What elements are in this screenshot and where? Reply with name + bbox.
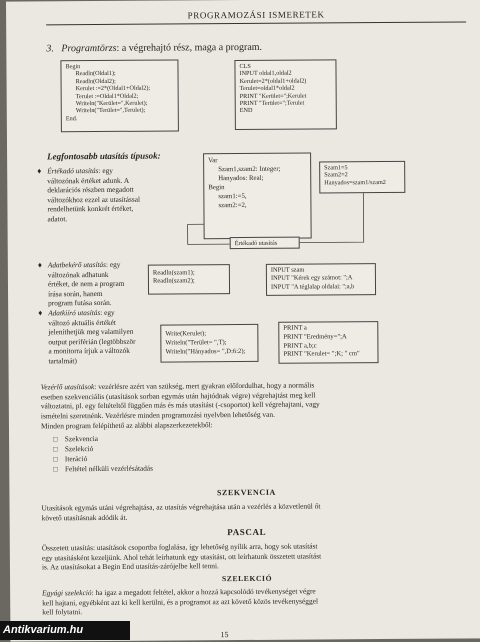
code-line: szam1:=5,: [218, 192, 247, 201]
page-number: 15: [220, 630, 229, 640]
vezerlo-line: esetben szekvenciális (utasítások sorban egymás után hajtódnak végre) végrehajtást meg kell: [40, 390, 316, 402]
szelekcio-line: : ha igaz a megadott feltétel, akkor a hozzá kapcsolódó tevékenységet végre: [91, 586, 316, 598]
code-line: Readln(szam1);: [152, 269, 195, 277]
input-line: értéket, de nem a program: [47, 279, 125, 289]
document-page: [6, 0, 480, 642]
assign-text: : egy: [98, 165, 113, 176]
vezerlo-line: változtatni, pl. egy feltételtől függően más és más utasítást (-csoportot) kell végrehajtani, vagy: [40, 399, 320, 411]
list-item: [53, 444, 153, 455]
input-line: írása során, hanem: [48, 288, 103, 299]
input-line: változónak adhatunk: [47, 269, 109, 279]
code-line: PRINT "Eredmény=";A: [283, 333, 347, 341]
code-line: END: [239, 107, 253, 115]
list-item-label: Feltétel nélküli vezérlésátadás: [64, 463, 153, 474]
code-line: Writeln("Terület=",Terulet);: [75, 107, 146, 115]
write-box: [160, 324, 258, 363]
checkbox-bullet-icon: □: [53, 454, 58, 464]
code-line: PRINT "Kerulet= ";K; " cm": [283, 350, 360, 359]
assign-line: változónak értéket adunk. A: [47, 175, 130, 185]
szekvencia-heading: SZEKVENCIA: [216, 487, 276, 498]
code-line: Readln(Oldal2);: [75, 77, 116, 85]
assign-line: rendelhetünk konkrét értéket,: [47, 204, 134, 214]
item-3-text: : a végrehajtó rész, maga a program.: [116, 41, 263, 54]
code-line: Kerulet :=2*(Oldal1+Oldal2);: [75, 84, 151, 93]
code-line: PRINT a,b;c: [283, 342, 317, 350]
list-item-label: Iteráció: [64, 454, 88, 464]
code-line: Hanyados: Real;: [218, 174, 264, 183]
code-line: Terulet=oldal1*oldal2: [239, 84, 295, 93]
pascal-line: Összetett utasítás: utasítások csoportba foglalása, így lehetőség nyílik arra, hogy sok utasítást: [41, 541, 318, 553]
diamond-bullet-icon: ♦: [37, 260, 42, 270]
assign-term: Értékadó utasítás: [47, 166, 99, 176]
code-line: Write(Kerulet);: [165, 330, 207, 338]
code-line: Szam2=2: [324, 171, 348, 179]
code-line: PRINT a: [283, 324, 307, 332]
szelekcio-term: Egyági szelekció: [42, 588, 92, 598]
code-line: INPUT "Kérek egy számot: ";A: [270, 274, 353, 283]
output-line: jeleníthetjük meg valamilyen: [48, 326, 134, 337]
code-line: CLS: [239, 62, 251, 71]
output-line: tartalmát): [48, 356, 77, 366]
code-line: Szam1=5: [324, 164, 348, 172]
output-item: [48, 308, 136, 366]
code-line: Begin: [208, 184, 225, 192]
types-heading: Legfontosabb utasítás típusok:: [47, 150, 161, 162]
assign-line: adatot.: [47, 214, 68, 224]
output-line: output periférián (legtöbbször: [48, 336, 136, 347]
vezerlo-term: Vezérlő utasítások: [40, 382, 95, 392]
input-box: [266, 263, 376, 296]
assign-line: változókhoz ezzel az utasítással: [47, 194, 141, 205]
code-line: szam2:=2,: [218, 201, 247, 210]
code-line: Kerulet=2*(oldal1+oldal2): [239, 77, 307, 85]
pascal-paragraph: [42, 541, 322, 572]
code-line: Var: [208, 157, 218, 165]
assign-label: Értékadó utasítás: [234, 239, 278, 248]
input-line: program futása során.: [48, 298, 112, 308]
output-text: : egy: [100, 307, 115, 318]
szekvencia-line: Utasítások egymás utáni végrehajtása, az utasítás végrehajtása után a vezérlés a közvetlenül őt: [41, 501, 321, 513]
code-line: Writeln("Terület= ",T);: [165, 339, 227, 347]
diamond-bullet-icon: ♦: [38, 308, 43, 318]
input-item: [48, 260, 125, 309]
list-item-label: Szekvencia: [64, 434, 99, 444]
watermark-logo: Antikvarium.hu: [0, 621, 130, 640]
szekvencia-paragraph: [42, 501, 321, 522]
code-line: Readln(Oldal1);: [75, 70, 116, 78]
list-item: [53, 434, 153, 445]
vezerlo-line: Minden program felépíthető az alábbi alapszerkezetekből:: [40, 420, 213, 431]
code-line: Hanyados=szam1/szam2: [324, 178, 386, 187]
code-line: PRINT "Kerület=";Kerulet: [239, 92, 307, 100]
code-line: INPUT oldal1,oldal2: [239, 70, 292, 78]
output-line: a monitorra írjuk a változók: [48, 346, 130, 356]
input-term: Adatbekérő utasítás: [47, 259, 107, 270]
code-line: INPUT szam: [270, 266, 305, 274]
code-line: Szam1,szam2: Integer;: [218, 165, 281, 174]
szelekcio-paragraph: [42, 586, 318, 617]
code-line: Writeln("Hányados= ",D:6:2);: [165, 347, 246, 356]
code-line: PRINT "Terület=";Terulet: [239, 99, 305, 108]
code-line: Terulet :=Oldal1*Oldal2;: [75, 92, 139, 100]
code-line: Writeln("Kerület=",Kerulet);: [75, 99, 148, 108]
pascal-line: egy utasításként kezeljünk. Ahol tehát leírhatunk egy utasítást, ott leírhatunk összetett utasítást: [41, 551, 322, 563]
code-line: INPUT "A téglalap oldalai: ";a,b: [270, 283, 355, 291]
diamond-bullet-icon: ♦: [37, 166, 42, 176]
print-box: [278, 321, 378, 364]
assign-line: deklarációs részben megadott: [47, 184, 134, 195]
list-item-label: Szelekció: [64, 444, 94, 454]
vezerlo-paragraph: [41, 380, 320, 430]
vezerlo-line: : vezérlésre azért van szükség, mert gyakran előfordulhat, hogy a normális: [94, 380, 315, 392]
szelekcio-line: kell folytatni.: [42, 607, 83, 617]
szelekcio-line: kell hajtani, egyébként azt ki kell kerülni, és a programot az azt követő közös tevékenységgel: [42, 596, 319, 608]
code-line: End.: [65, 115, 78, 123]
checkbox-bullet-icon: □: [53, 444, 58, 454]
structure-list: [53, 434, 153, 475]
list-item: [53, 464, 153, 475]
item-3-number: 3.: [46, 43, 54, 55]
item-3-title: Programtörzs: [61, 42, 117, 55]
pascal-heading: PASCAL: [227, 526, 267, 538]
szekvencia-line: követő utasításnak adódik át.: [41, 512, 128, 523]
code-line: Readln(szam2);: [152, 277, 195, 286]
vezerlo-line: ismételni szeretnénk. Vezérlésre minden programozási nyelvben lehetőség van.: [40, 409, 275, 421]
output-term: Adatkiíró utasítás: [48, 308, 101, 318]
pascal-line: is. Az utasításokat a Begin End utasítás-zárójelbe kell tenni.: [41, 561, 219, 572]
running-header: PROGRAMOZÁSI ISMERETEK: [46, 8, 466, 25]
input-text: : egy: [105, 259, 121, 269]
output-line: változó aktuális értékét: [48, 317, 116, 327]
list-item: [53, 454, 153, 465]
readln-box: [148, 264, 230, 295]
code-line: Begin: [65, 63, 81, 71]
szelekcio-heading: SZELEKCIÓ: [221, 573, 273, 584]
checkbox-bullet-icon: □: [53, 434, 58, 444]
checkbox-bullet-icon: □: [53, 464, 58, 474]
